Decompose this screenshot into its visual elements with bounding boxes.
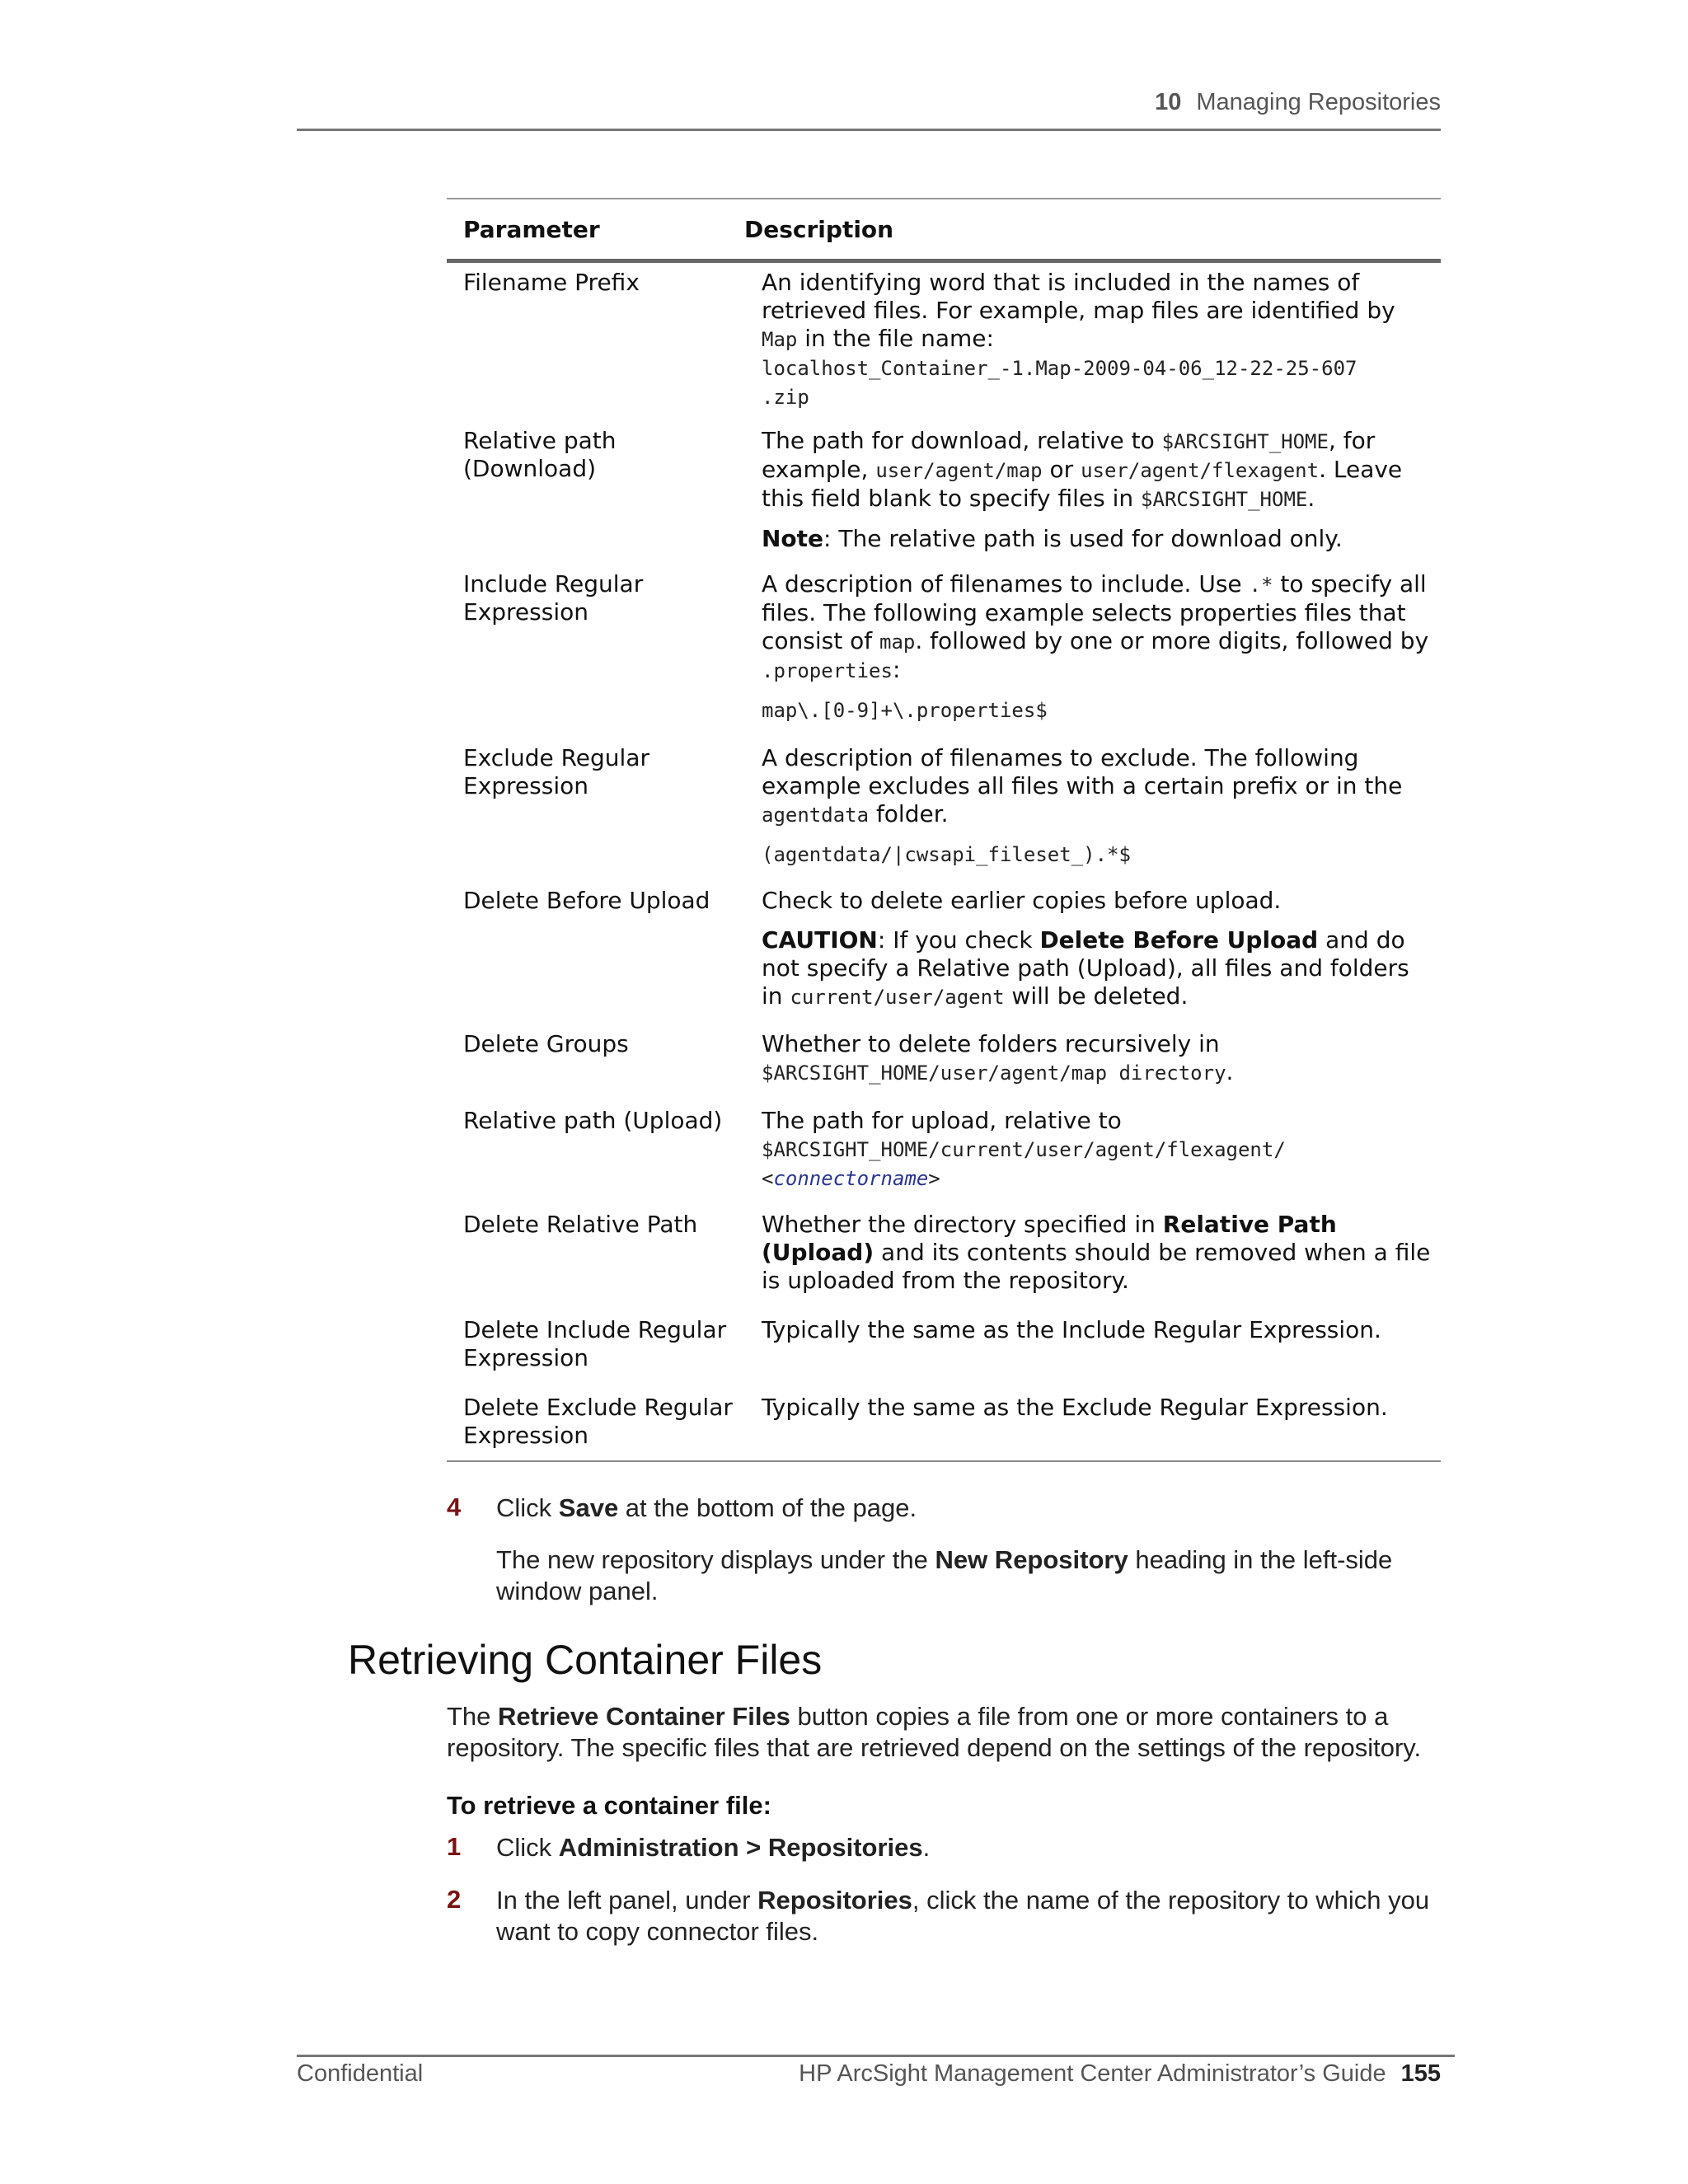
footer-rule [297,2055,1455,2057]
parameter-name: Delete Relative Path [463,1211,698,1238]
step-result: The new repository displays under the New Repository heading in the left-side window panel. [496,1545,1393,1605]
section-intro: The Retrieve Container Files button copies a file from one or more containers to a repository. The specific files that are retrieved depend on the settings of the repository. [447,1702,1422,1762]
code-example: map\.[0-9]+\.properties$ [762,699,1048,722]
chapter-number: 10 [1155,89,1182,115]
parameter-description: Check to delete earlier copies before upload. CAUTION: If you check Delete Before Upload and do not specify a Relative path (Upload), all files and folders in current/user/agent will be deleted. [762,887,1437,1011]
parameter-name: Delete Groups [463,1030,629,1057]
column-header-description: Description [744,215,894,243]
step-text: Click Save at the bottom of the page. [496,1493,917,1522]
parameter-name: Delete Exclude Regular Expression [463,1394,733,1449]
parameter-description: The path for upload, relative to $ARCSIGHT_HOME/current/user/agent/flexagent/ <connectorname> [762,1107,1286,1190]
parameter-description: Typically the same as the Exclude Regular Expression. [762,1394,1388,1421]
header-rule [297,129,1441,131]
code-example: (agentdata/|cwsapi_fileset_).*$ [762,843,1131,866]
footer-title [742,2060,1441,2088]
step-number: 4 [447,1493,462,1521]
table-bottom-rule [447,1460,1441,1462]
running-header [297,89,1441,116]
step-text: In the left panel, under Repositories, click the name of the repository to which you want to copy connector files. [496,1886,1430,1946]
parameter-description: Typically the same as the Include Regular Expression. [762,1316,1381,1343]
parameter-description: A description of filenames to include. Use .* to specify all files. The following example selects properties files that consist of map. followed by one or more digits, followed by .properties: map\.[0-9]+\.properties$ [762,570,1437,724]
parameter-description: A description of filenames to exclude. The following example excludes all files with a certain prefix or in the agentdata folder. (agentdata/|cwsapi_fileset_).*$ [762,744,1437,869]
page-number: 155 [1400,2060,1441,2087]
parameter-table [447,198,1441,263]
step-number: 2 [447,1885,462,1914]
parameter-name: Relative path (Upload) [463,1107,723,1134]
procedure-heading: To retrieve a container file: [447,1791,771,1820]
code-example: localhost_Container_-1.Map-2009-04-06_12-22-25-607 [762,357,1357,380]
parameter-name: Filename Prefix [463,269,640,296]
parameter-name: Relative path (Download) [463,427,617,482]
footer-confidential: Confidential [297,2060,424,2087]
parameter-name: Delete Include Regular Expression [463,1316,727,1371]
step-text: Click Administration > Repositories. [496,1833,931,1862]
note: Note: The relative path is used for download only. [762,525,1343,552]
parameter-description: Whether to delete folders recursively in $ARCSIGHT_HOME/user/agent/map directory. [762,1030,1234,1085]
parameter-name: Delete Before Upload [463,887,710,914]
guide-title: HP ArcSight Management Center Administrator’s Guide [799,2060,1386,2087]
table-header-row [447,199,1441,263]
parameter-description: Whether the directory specified in Relative Path (Upload) and its contents should be removed when a file is uploaded from the repository. [762,1211,1431,1294]
column-header-parameter: Parameter [463,215,600,243]
caution: CAUTION: If you check Delete Before Upload and do not specify a Relative path (Upload), all files and folders in current/user/agent will be deleted. [762,926,1409,1010]
parameter-description: The path for download, relative to $ARCSIGHT_HOME, for example, user/agent/map or user/agent/flexagent. Leave this field blank to specify files in $ARCSIGHT_HOME. Note: The relative path is used for download only. [762,427,1437,553]
chapter-title: Managing Repositories [1196,89,1441,115]
parameter-name: Exclude Regular Expression [463,744,649,799]
section-heading: Retrieving Container Files [348,1637,823,1683]
parameter-description: An identifying word that is included in the names of retrieved files. For example, map files are identified by Map in the file name: localhost_Container_-1.Map-2009-04-06_12-22-25-607 .zip [762,269,1395,409]
step-number: 1 [447,1832,462,1861]
parameter-name: Include Regular Expression [463,570,644,626]
